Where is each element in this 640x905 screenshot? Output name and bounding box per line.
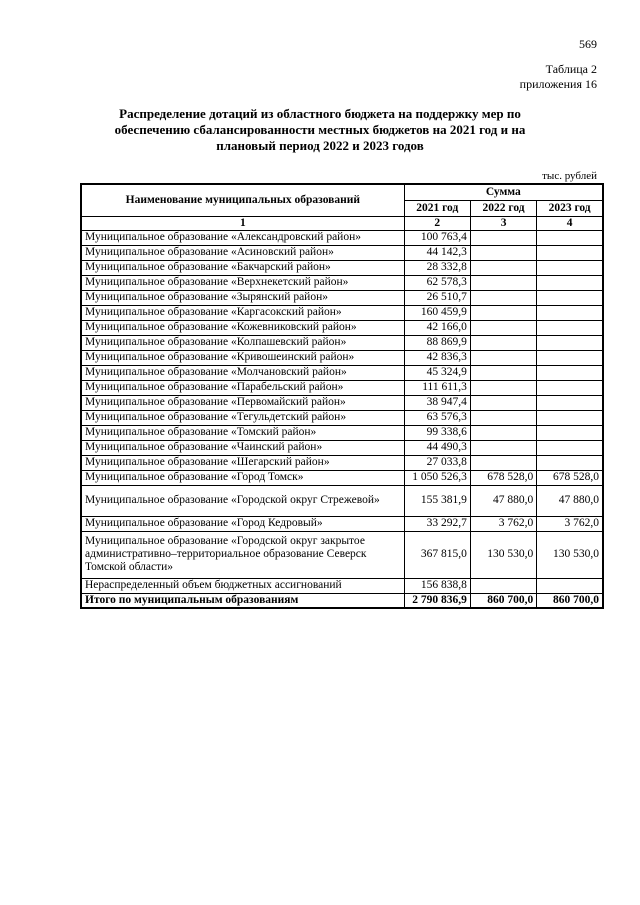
row-value-2022 bbox=[470, 380, 536, 395]
table-row bbox=[81, 335, 603, 350]
table-row bbox=[81, 350, 603, 365]
row-value-2022 bbox=[470, 245, 536, 260]
row-value-2021: 42 166,0 bbox=[404, 320, 470, 335]
row-value-2021: 45 324,9 bbox=[404, 365, 470, 380]
row-value-2023 bbox=[537, 335, 603, 350]
row-name: Муниципальное образование «Чаинский район» bbox=[81, 440, 404, 455]
table-row bbox=[81, 245, 603, 260]
table-row bbox=[81, 578, 603, 593]
header-year-2021: 2021 год bbox=[404, 200, 470, 216]
row-value-2023 bbox=[537, 260, 603, 275]
row-value-2021: 155 381,9 bbox=[404, 485, 470, 516]
row-value-2021: 26 510,7 bbox=[404, 290, 470, 305]
column-number-2: 2 bbox=[404, 216, 470, 230]
table-row bbox=[81, 531, 603, 578]
row-value-2022 bbox=[470, 425, 536, 440]
row-value-2022 bbox=[470, 335, 536, 350]
row-value-2022 bbox=[470, 365, 536, 380]
row-value-2021: 42 836,3 bbox=[404, 350, 470, 365]
row-name: Муниципальное образование «Асиновский район» bbox=[81, 245, 404, 260]
column-number-1: 1 bbox=[81, 216, 404, 230]
row-value-2022 bbox=[470, 395, 536, 410]
units-label: тыс. рублей bbox=[542, 170, 597, 182]
row-value-2023 bbox=[537, 350, 603, 365]
table-row bbox=[81, 320, 603, 335]
row-value-2023 bbox=[537, 290, 603, 305]
row-name: Муниципальное образование «Шегарский район» bbox=[81, 455, 404, 470]
row-value-2023 bbox=[537, 245, 603, 260]
row-value-2023 bbox=[537, 425, 603, 440]
row-value-2021: 28 332,8 bbox=[404, 260, 470, 275]
row-name: Муниципальное образование «Кривошеинский район» bbox=[81, 350, 404, 365]
row-value-2023 bbox=[537, 365, 603, 380]
row-value-2023: 47 880,0 bbox=[537, 485, 603, 516]
table-row bbox=[81, 470, 603, 485]
budget-table bbox=[80, 183, 604, 609]
row-value-2022: 47 880,0 bbox=[470, 485, 536, 516]
row-value-2021: 38 947,4 bbox=[404, 395, 470, 410]
table-row bbox=[81, 290, 603, 305]
row-value-2022 bbox=[470, 230, 536, 245]
row-name: Муниципальное образование «Томский район» bbox=[81, 425, 404, 440]
row-name: Муниципальное образование «Колпашевский район» bbox=[81, 335, 404, 350]
row-value-2021: 1 050 526,3 bbox=[404, 470, 470, 485]
row-value-2022 bbox=[470, 410, 536, 425]
row-value-2021: 100 763,4 bbox=[404, 230, 470, 245]
header-year-2022: 2022 год bbox=[470, 200, 536, 216]
row-value-2023: 678 528,0 bbox=[537, 470, 603, 485]
row-value-2021: 27 033,8 bbox=[404, 455, 470, 470]
row-value-2022: 130 530,0 bbox=[470, 531, 536, 578]
row-value-2022 bbox=[470, 320, 536, 335]
row-value-2022 bbox=[470, 260, 536, 275]
row-value-2023 bbox=[537, 305, 603, 320]
row-value-2022 bbox=[470, 455, 536, 470]
document-title bbox=[80, 106, 560, 154]
row-value-2022 bbox=[470, 578, 536, 593]
table-row bbox=[81, 425, 603, 440]
table-reference bbox=[520, 62, 597, 92]
row-value-2021: 44 490,3 bbox=[404, 440, 470, 455]
row-value-2021: 367 815,0 bbox=[404, 531, 470, 578]
column-number-4: 4 bbox=[537, 216, 603, 230]
row-value-2022: 3 762,0 bbox=[470, 516, 536, 531]
row-name: Муниципальное образование «Зырянский район» bbox=[81, 290, 404, 305]
row-value-2022 bbox=[470, 290, 536, 305]
row-name: Муниципальное образование «Тегульдетский район» bbox=[81, 410, 404, 425]
total-value-2023: 860 700,0 bbox=[537, 593, 603, 608]
row-name: Муниципальное образование «Город Томск» bbox=[81, 470, 404, 485]
row-value-2021: 111 611,3 bbox=[404, 380, 470, 395]
total-row bbox=[81, 593, 603, 608]
total-value-2021: 2 790 836,9 bbox=[404, 593, 470, 608]
row-value-2021: 88 869,9 bbox=[404, 335, 470, 350]
row-value-2021: 62 578,3 bbox=[404, 275, 470, 290]
row-name: Муниципальное образование «Александровский район» bbox=[81, 230, 404, 245]
row-value-2021: 44 142,3 bbox=[404, 245, 470, 260]
row-value-2022 bbox=[470, 275, 536, 290]
row-name: Муниципальное образование «Молчановский район» bbox=[81, 365, 404, 380]
row-name: Муниципальное образование «Городской округ закрытое административно–территориальное образование Северск Томской области» bbox=[81, 531, 404, 578]
table-row bbox=[81, 305, 603, 320]
table-row bbox=[81, 485, 603, 516]
table-reference-line2: приложения 16 bbox=[519, 77, 597, 91]
table-body bbox=[81, 230, 603, 608]
row-name: Муниципальное образование «Каргасокский район» bbox=[81, 305, 404, 320]
row-value-2021: 160 459,9 bbox=[404, 305, 470, 320]
row-value-2023 bbox=[537, 320, 603, 335]
table-row bbox=[81, 516, 603, 531]
row-value-2023 bbox=[537, 395, 603, 410]
row-name: Муниципальное образование «Городской округ Стрежевой» bbox=[81, 485, 404, 516]
table-reference-line1: Таблица 2 bbox=[545, 62, 597, 76]
row-value-2021: 99 338,6 bbox=[404, 425, 470, 440]
row-value-2023 bbox=[537, 410, 603, 425]
header-year-2023: 2023 год bbox=[537, 200, 603, 216]
table-row bbox=[81, 275, 603, 290]
total-name: Итого по муниципальным образованиям bbox=[81, 593, 404, 608]
row-name: Муниципальное образование «Бакчарский район» bbox=[81, 260, 404, 275]
row-value-2023: 130 530,0 bbox=[537, 531, 603, 578]
table-row bbox=[81, 380, 603, 395]
table-row bbox=[81, 365, 603, 380]
row-value-2021: 156 838,8 bbox=[404, 578, 470, 593]
table-row bbox=[81, 230, 603, 245]
row-value-2023 bbox=[537, 578, 603, 593]
table-row bbox=[81, 260, 603, 275]
row-value-2022: 678 528,0 bbox=[470, 470, 536, 485]
row-name: Муниципальное образование «Парабельский район» bbox=[81, 380, 404, 395]
row-value-2022 bbox=[470, 440, 536, 455]
table-row bbox=[81, 455, 603, 470]
table-row bbox=[81, 410, 603, 425]
row-value-2023 bbox=[537, 230, 603, 245]
row-value-2021: 33 292,7 bbox=[404, 516, 470, 531]
row-value-2022 bbox=[470, 350, 536, 365]
row-name: Нераспределенный объем бюджетных ассигнований bbox=[81, 578, 404, 593]
row-name: Муниципальное образование «Первомайский район» bbox=[81, 395, 404, 410]
total-value-2022: 860 700,0 bbox=[470, 593, 536, 608]
row-value-2023 bbox=[537, 440, 603, 455]
row-name: Муниципальное образование «Верхнекетский район» bbox=[81, 275, 404, 290]
row-name: Муниципальное образование «Город Кедровый» bbox=[81, 516, 404, 531]
column-number-3: 3 bbox=[470, 216, 536, 230]
row-name: Муниципальное образование «Кожевниковский район» bbox=[81, 320, 404, 335]
row-value-2023 bbox=[537, 380, 603, 395]
title-line3: плановый период 2022 и 2023 годов bbox=[216, 138, 424, 153]
table-row bbox=[81, 440, 603, 455]
header-name: Наименование муниципальных образований bbox=[81, 184, 404, 216]
row-value-2023 bbox=[537, 275, 603, 290]
title-line1: Распределение дотаций из областного бюджета на поддержку мер по bbox=[119, 106, 521, 121]
header-sum: Сумма bbox=[404, 184, 603, 200]
row-value-2023 bbox=[537, 455, 603, 470]
title-line2: обеспечению сбалансированности местных бюджетов на 2021 год и на bbox=[114, 122, 526, 137]
table-row bbox=[81, 395, 603, 410]
page-number: 569 bbox=[579, 37, 597, 51]
row-value-2022 bbox=[470, 305, 536, 320]
row-value-2021: 63 576,3 bbox=[404, 410, 470, 425]
row-value-2023: 3 762,0 bbox=[537, 516, 603, 531]
